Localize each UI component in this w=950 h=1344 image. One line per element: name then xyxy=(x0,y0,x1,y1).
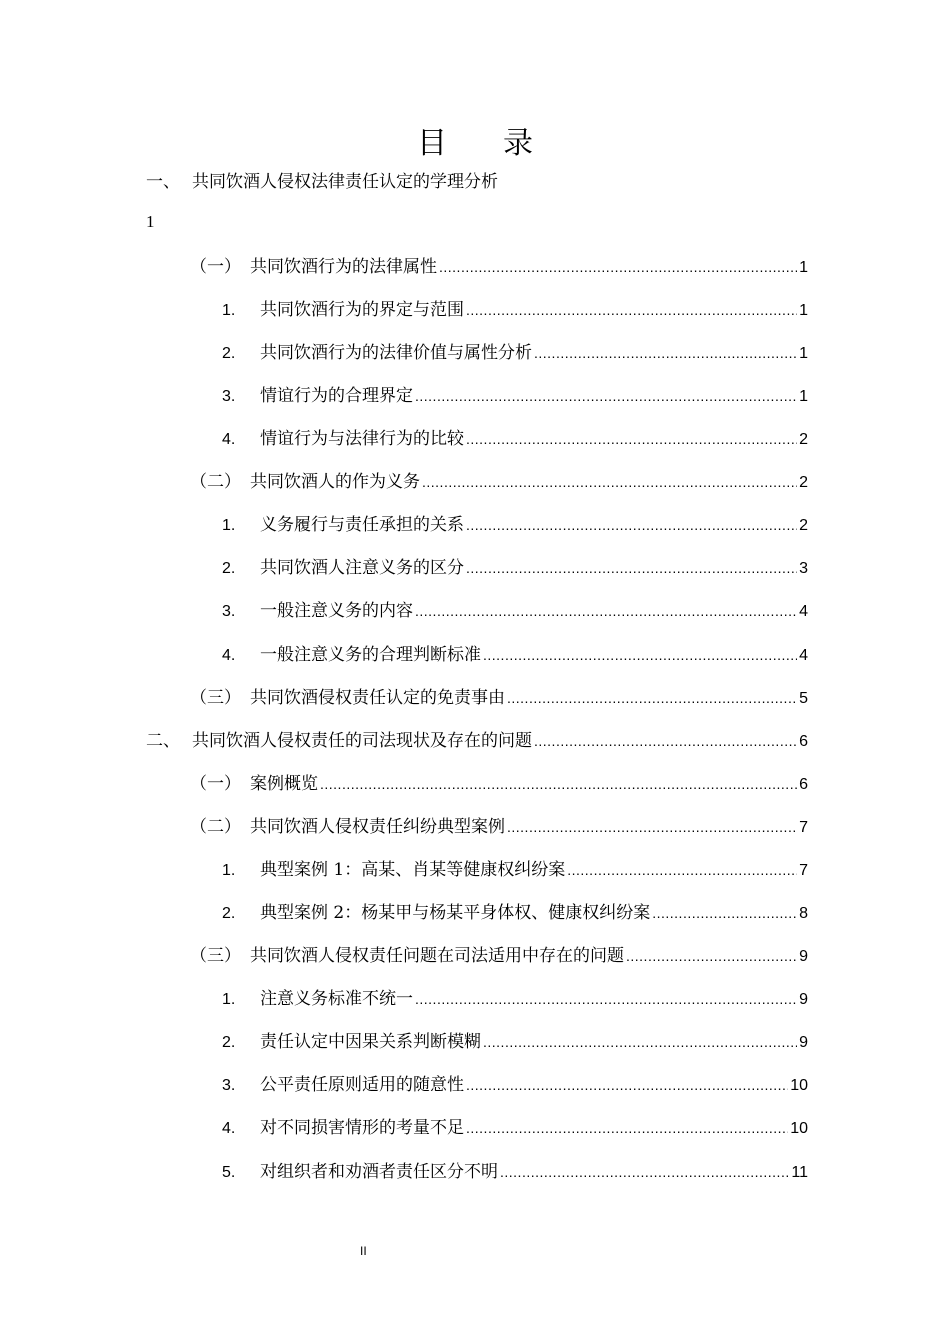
toc-entry-label: 典型案例 1：高某、肖某等健康权纠纷案 xyxy=(260,860,566,880)
dot-leader xyxy=(466,1116,788,1140)
toc-entry-subsection[interactable] xyxy=(222,513,808,537)
toc-entry-number: 2. xyxy=(222,905,236,922)
toc-entry-page: 4 xyxy=(799,603,808,620)
toc-entry-label: 一般注意义务的合理判断标准 xyxy=(260,645,481,665)
toc-entry-page: 2 xyxy=(799,474,808,491)
toc-entry-section[interactable] xyxy=(190,255,808,279)
toc-entry-page: 9 xyxy=(799,948,808,965)
toc-entry-page: 4 xyxy=(799,647,808,664)
dot-leader xyxy=(507,686,797,710)
toc-entry-page: 7 xyxy=(799,862,808,879)
toc-entry-number: 1. xyxy=(222,862,236,879)
toc-entry-number: 3. xyxy=(222,1077,236,1094)
toc-entry-page: 9 xyxy=(799,1034,808,1051)
dot-leader xyxy=(466,298,797,322)
toc-entry-section[interactable] xyxy=(190,686,808,710)
toc-entry-section[interactable] xyxy=(190,772,808,796)
toc-entry-label: 共同饮酒人注意义务的区分 xyxy=(260,558,464,578)
toc-entry-subsection[interactable] xyxy=(222,384,808,408)
toc-entry-subsection[interactable] xyxy=(222,1160,808,1184)
toc-entry-number: （三） xyxy=(190,688,241,708)
toc-entry-page: 10 xyxy=(790,1077,808,1094)
toc-entry-label: 共同饮酒人的作为义务 xyxy=(250,472,420,492)
toc-entry-number: 4. xyxy=(222,1120,236,1137)
toc-entry-label: 典型案例 2：杨某甲与杨某平身体权、健康权纠纷案 xyxy=(260,903,651,923)
toc-entry-label: 义务履行与责任承担的关系 xyxy=(260,515,464,535)
dot-leader xyxy=(652,901,797,925)
dot-leader xyxy=(626,944,797,968)
toc-entry-number: （二） xyxy=(190,817,241,837)
toc-entry-page: 1 xyxy=(799,302,808,319)
toc-entry-page: 10 xyxy=(790,1120,808,1137)
toc-entry-label: 对组织者和劝酒者责任区分不明 xyxy=(260,1162,498,1182)
dot-leader xyxy=(534,341,797,365)
toc-entry-page: 9 xyxy=(799,991,808,1008)
toc-entry-subsection[interactable] xyxy=(222,341,808,365)
toc-entry-number: 一、 xyxy=(146,172,180,192)
toc-entry-page: 3 xyxy=(799,560,808,577)
toc-entry-number: 二、 xyxy=(146,731,180,751)
toc-entry-number: 5. xyxy=(222,1164,236,1181)
toc-entry-label: 共同饮酒行为的法律价值与属性分析 xyxy=(260,343,532,363)
toc-entry-number: 2. xyxy=(222,345,236,362)
toc-entry-subsection[interactable] xyxy=(222,858,808,882)
toc-entry-chapter-1[interactable] xyxy=(146,170,808,194)
toc-entry-page: 6 xyxy=(799,776,808,793)
dot-leader xyxy=(415,384,797,408)
toc-entry-page: 2 xyxy=(799,517,808,534)
dot-leader xyxy=(415,987,797,1011)
dot-leader xyxy=(415,599,797,623)
dot-leader xyxy=(422,470,797,494)
toc-entry-page: 1 xyxy=(799,388,808,405)
toc-entry-page: 6 xyxy=(799,733,808,750)
dot-leader xyxy=(483,643,797,667)
toc-entry-subsection[interactable] xyxy=(222,643,808,667)
toc-entry-subsection[interactable] xyxy=(222,1030,808,1054)
toc-entry-section[interactable] xyxy=(190,944,808,968)
dot-leader xyxy=(320,772,797,796)
toc-entry-label: 责任认定中因果关系判断模糊 xyxy=(260,1032,481,1052)
toc-entry-label: 共同饮酒人侵权责任的司法现状及存在的问题 xyxy=(192,731,532,751)
toc-entry-number: （一） xyxy=(190,257,241,277)
toc-entry-label: 案例概览 xyxy=(250,774,318,794)
dot-leader xyxy=(466,427,797,451)
toc-entry-chapter-2[interactable] xyxy=(146,729,808,753)
toc-entry-subsection[interactable] xyxy=(222,599,808,623)
dot-leader xyxy=(483,1030,797,1054)
toc-entry-number: 3. xyxy=(222,388,236,405)
toc-entry-page: 1 xyxy=(799,259,808,276)
dot-leader xyxy=(500,1160,789,1184)
toc-entry-number: 1. xyxy=(222,517,236,534)
dot-leader xyxy=(534,729,797,753)
toc-entry-page: 1 xyxy=(799,345,808,362)
toc-entry-label: 注意义务标准不统一 xyxy=(260,989,413,1009)
dot-leader xyxy=(466,556,797,580)
toc-entry-label: 共同饮酒侵权责任认定的免责事由 xyxy=(250,688,505,708)
toc-entry-subsection[interactable] xyxy=(222,556,808,580)
toc-entry-number: 4. xyxy=(222,647,236,664)
dot-leader xyxy=(567,858,797,882)
dot-leader xyxy=(507,815,797,839)
toc-entry-subsection[interactable] xyxy=(222,901,808,925)
toc-entry-label: 对不同损害情形的考量不足 xyxy=(260,1118,464,1138)
toc-entry-section[interactable] xyxy=(190,815,808,839)
dot-leader xyxy=(439,255,797,279)
toc-entry-number: 2. xyxy=(222,560,236,577)
toc-entry-label: 共同饮酒人侵权责任纠纷典型案例 xyxy=(250,817,505,837)
toc-entry-label: 公平责任原则适用的随意性 xyxy=(260,1075,464,1095)
toc-entry-label: 情谊行为的合理界定 xyxy=(260,386,413,406)
toc-entry-label: 共同饮酒行为的法律属性 xyxy=(250,257,437,277)
toc-entry-label: 共同饮酒人侵权法律责任认定的学理分析 xyxy=(192,172,498,192)
toc-entry-page: 8 xyxy=(799,905,808,922)
toc-entry-page: 7 xyxy=(799,819,808,836)
toc-entry-subsection[interactable] xyxy=(222,427,808,451)
toc-entry-label: 共同饮酒行为的界定与范围 xyxy=(260,300,464,320)
toc-entry-section[interactable] xyxy=(190,470,808,494)
dot-leader xyxy=(466,513,797,537)
toc-entry-label: 一般注意义务的内容 xyxy=(260,601,413,621)
toc-entry-page: 11 xyxy=(791,1164,808,1181)
toc-entry-number: （二） xyxy=(190,472,241,492)
toc-entry-subsection[interactable] xyxy=(222,1116,808,1140)
toc-entry-number: （一） xyxy=(190,774,241,794)
toc-entry-number: 2. xyxy=(222,1034,236,1051)
toc-entry-label: 共同饮酒人侵权责任问题在司法适用中存在的问题 xyxy=(250,946,624,966)
toc-entry-subsection[interactable] xyxy=(222,298,808,322)
dot-leader xyxy=(466,1073,788,1097)
page-footer-number: II xyxy=(360,1244,367,1258)
toc-entry-number: 1. xyxy=(222,991,236,1008)
toc-entry-number: 3. xyxy=(222,603,236,620)
toc-entry-number: 1. xyxy=(222,302,236,319)
toc-entry-label: 情谊行为与法律行为的比较 xyxy=(260,429,464,449)
toc-entry-page: 2 xyxy=(799,431,808,448)
toc-title: 目录 xyxy=(417,126,589,161)
toc-entry-subsection[interactable] xyxy=(222,987,808,1011)
toc-entry-number: （三） xyxy=(190,946,241,966)
toc-entry-page: 1 xyxy=(146,212,155,231)
toc-entry-page: 5 xyxy=(799,690,808,707)
toc-entry-subsection[interactable] xyxy=(222,1073,808,1097)
toc-entry-number: 4. xyxy=(222,431,236,448)
